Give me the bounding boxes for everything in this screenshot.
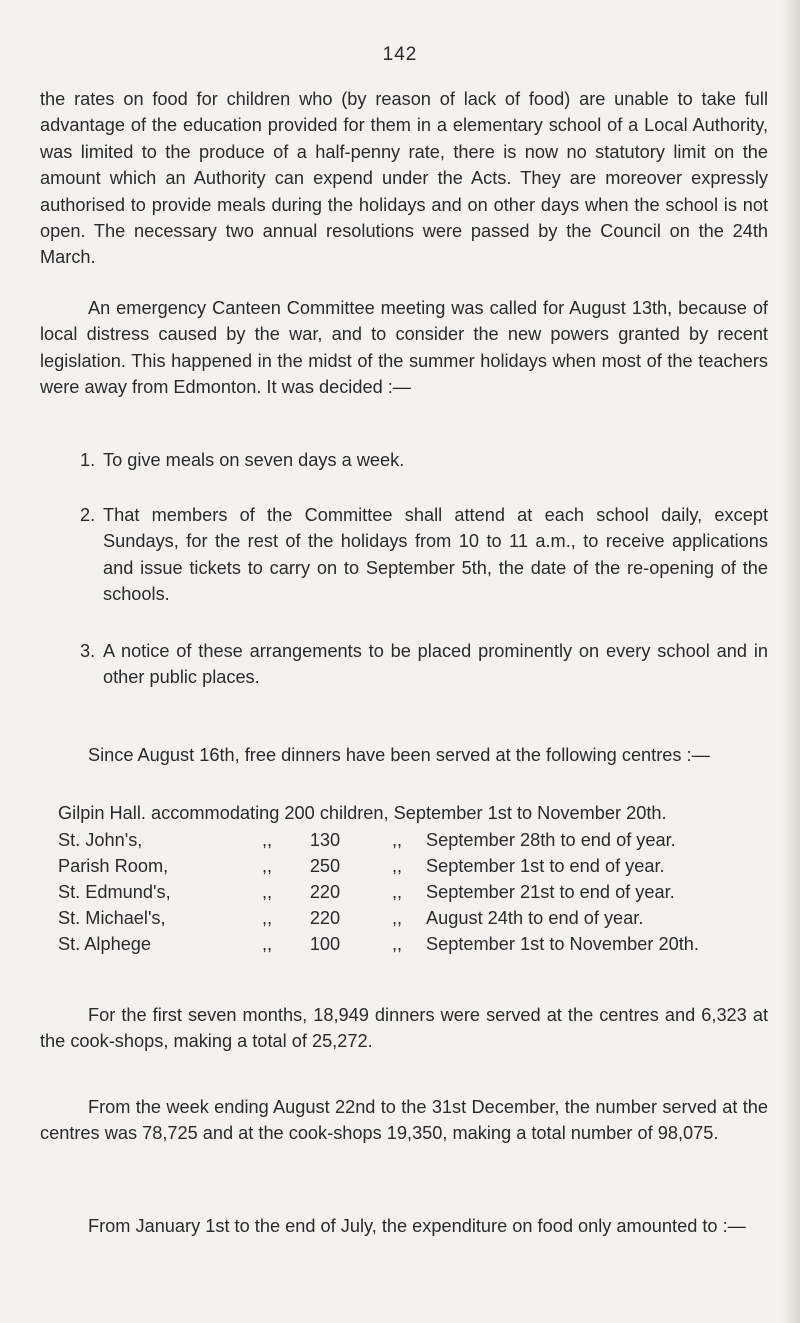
ditto-mark: ,, <box>262 830 273 850</box>
ditto-mark: ,, <box>262 856 273 876</box>
centre-period: August 24th to end of year. <box>426 908 644 928</box>
centre-capacity: 220 <box>309 882 341 902</box>
decision-text: That members of the Committee shall attend at each school daily, except Sundays, for the rest of the holidays from 10 to 11 a.m., to receive applications and issue tickets to carry on to September 5th, the date of the re-opening of the schools. <box>103 505 768 605</box>
centre-capacity: 220 <box>309 908 341 928</box>
paragraph-rates: the rates on food for children who (by reason of lack of food) are unable to take full advantage of the education provided for them in a elementary school of a Local Authority, was limited to the produce of a half-penny rate, there is now no statutory limit on the amount which an Authority can expend under the Acts. They are moreover expressly authorised to provide meals during the holidays and on other days when the school is not open. The necessary two annual resolutions were passed by the Council on the 24th March. <box>40 89 768 268</box>
ditto-mark: ,, <box>392 830 403 850</box>
decision-item-1 <box>80 447 768 473</box>
centre-period: September 1st to November 20th. <box>426 934 699 954</box>
centre-name: St. Alphege <box>58 934 152 954</box>
decision-number: 1. <box>80 450 96 470</box>
paragraph-first-seven-months: For the first seven months, 18,949 dinners were served at the centres and 6,323 at the cook-shops, making a total of 25,272. <box>40 1005 768 1052</box>
page-edge-shadow <box>782 0 800 1323</box>
decision-item-3 <box>80 638 768 691</box>
ditto-mark: ,, <box>262 882 273 902</box>
ditto-mark: ,, <box>392 934 403 954</box>
centre-capacity: 250 <box>309 856 341 876</box>
centre-row <box>0 882 800 908</box>
paragraph-week-ending: From the week ending August 22nd to the 31st December, the number served at the centres was 78,725 and at the cook-shops 19,350, making a total number of 98,075. <box>40 1097 768 1144</box>
centre-period: September 28th to end of year. <box>426 830 676 850</box>
centre-row <box>0 908 800 934</box>
centre-row <box>0 856 800 882</box>
decision-text: A notice of these arrangements to be placed prominently on every school and in other public places. <box>103 641 768 688</box>
page-number: 142 <box>382 44 418 65</box>
decision-number: 2. <box>80 505 96 525</box>
decision-text: To give meals on seven days a week. <box>103 450 405 470</box>
centre-period: September 1st to end of year. <box>426 856 665 876</box>
centre-name: Parish Room, <box>58 856 169 876</box>
centre-name: St. Michael's, <box>58 908 166 928</box>
centre-name: St. Edmund's, <box>58 882 171 902</box>
paragraph-free-dinners: Since August 16th, free dinners have been served at the following centres :— <box>88 745 710 765</box>
decision-number: 3. <box>80 641 96 661</box>
paragraph-emergency-committee: An emergency Canteen Committee meeting was called for August 13th, because of local distress caused by the war, and to consider the new powers granted by recent legislation. This happened in the midst of the summer holidays when most of the teachers were away from Edmonton. It was decided :— <box>40 298 768 398</box>
centre-row-text: Gilpin Hall. accommodating 200 children, September 1st to November 20th. <box>58 803 667 823</box>
centre-row-gilpin-hall <box>0 803 800 829</box>
centre-period: September 21st to end of year. <box>426 882 675 902</box>
centre-name: St. John's, <box>58 830 143 850</box>
paragraph-expenditure: From January 1st to the end of July, the expenditure on food only amounted to :— <box>88 1216 746 1236</box>
ditto-mark: ,, <box>392 856 403 876</box>
decision-item-2 <box>80 502 768 608</box>
centre-capacity: 100 <box>309 934 341 954</box>
ditto-mark: ,, <box>262 934 273 954</box>
ditto-mark: ,, <box>392 908 403 928</box>
centre-capacity: 130 <box>309 830 341 850</box>
ditto-mark: ,, <box>392 882 403 902</box>
centre-row <box>0 934 800 960</box>
ditto-mark: ,, <box>262 908 273 928</box>
centre-row <box>0 830 800 856</box>
